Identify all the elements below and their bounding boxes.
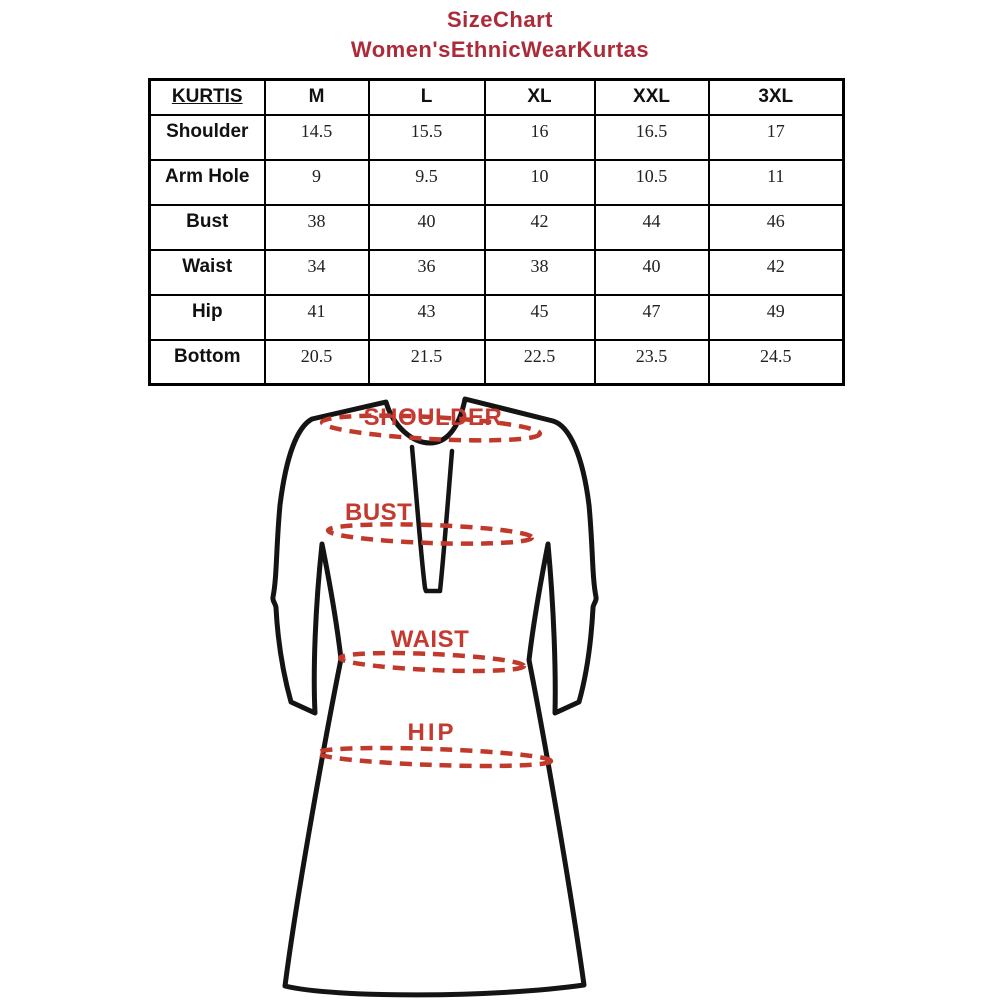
size-value-cell: 43 xyxy=(369,295,485,340)
size-value-cell: 15.5 xyxy=(369,115,485,160)
size-value-cell: 46 xyxy=(709,205,844,250)
shoulder-label: SHOULDER xyxy=(363,404,503,431)
size-value-cell: 17 xyxy=(709,115,844,160)
measurement-row-label: Bottom xyxy=(150,340,265,385)
column-header-kurtis: KURTIS xyxy=(150,80,265,115)
size-value-cell: 11 xyxy=(709,160,844,205)
size-value-cell: 24.5 xyxy=(709,340,844,385)
size-value-cell: 40 xyxy=(369,205,485,250)
size-value-cell: 9 xyxy=(265,160,369,205)
size-value-cell: 47 xyxy=(595,295,709,340)
hip-label: HIP xyxy=(407,719,457,746)
measurement-row-label: Arm Hole xyxy=(150,160,265,205)
size-value-cell: 21.5 xyxy=(369,340,485,385)
size-value-cell: 16 xyxy=(485,115,595,160)
kurta-outline xyxy=(273,399,596,995)
size-value-cell: 22.5 xyxy=(485,340,595,385)
size-value-cell: 40 xyxy=(595,250,709,295)
column-header-size: 3XL xyxy=(709,80,844,115)
column-header-size: M xyxy=(265,80,369,115)
size-value-cell: 36 xyxy=(369,250,485,295)
size-value-cell: 20.5 xyxy=(265,340,369,385)
size-value-cell: 10.5 xyxy=(595,160,709,205)
measurement-row-label: Waist xyxy=(150,250,265,295)
size-value-cell: 42 xyxy=(485,205,595,250)
column-header-size: XXL xyxy=(595,80,709,115)
size-value-cell: 10 xyxy=(485,160,595,205)
size-value-cell: 41 xyxy=(265,295,369,340)
size-value-cell: 38 xyxy=(265,205,369,250)
page-subtitle: Women'sEthnicWearKurtas xyxy=(350,37,650,62)
bust-label: BUST xyxy=(345,499,413,526)
size-value-cell: 34 xyxy=(265,250,369,295)
size-value-cell: 14.5 xyxy=(265,115,369,160)
waist-label: WAIST xyxy=(390,626,470,653)
size-value-cell: 9.5 xyxy=(369,160,485,205)
measurement-row-label: Shoulder xyxy=(150,115,265,160)
size-value-cell: 38 xyxy=(485,250,595,295)
size-value-cell: 42 xyxy=(709,250,844,295)
measurement-row-label: Hip xyxy=(150,295,265,340)
size-value-cell: 49 xyxy=(709,295,844,340)
size-value-cell: 44 xyxy=(595,205,709,250)
page-title: SizeChart xyxy=(447,7,553,32)
size-value-cell: 16.5 xyxy=(595,115,709,160)
size-value-cell: 23.5 xyxy=(595,340,709,385)
column-header-size: XL xyxy=(485,80,595,115)
column-header-size: L xyxy=(369,80,485,115)
measurement-row-label: Bust xyxy=(150,205,265,250)
size-value-cell: 45 xyxy=(485,295,595,340)
